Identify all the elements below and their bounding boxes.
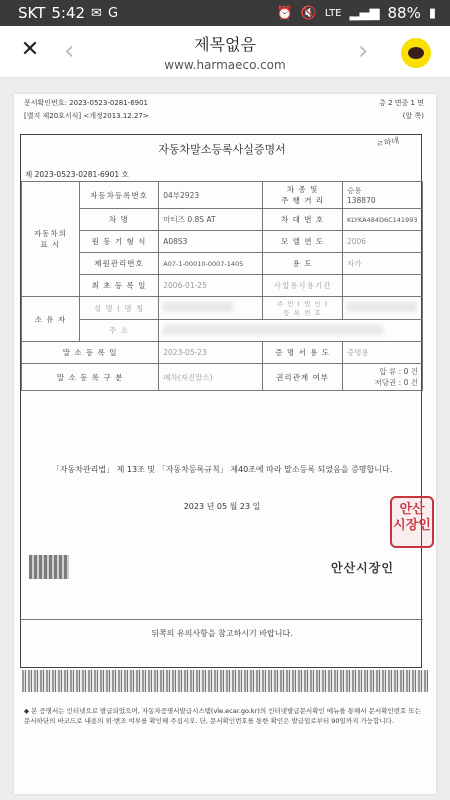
cert-usage-value: 증명용 <box>342 342 422 364</box>
certificate-page <box>14 94 436 794</box>
first-reg-value: 2006-01-25 <box>159 275 263 297</box>
browser-header <box>0 26 450 78</box>
page-title: 제목없음 <box>194 35 256 54</box>
handwritten-mark: ㄹ하네 <box>375 136 400 149</box>
g-icon: G <box>107 5 119 21</box>
vin-label: 차 대 번 호 <box>263 209 343 231</box>
number-value: 2023-0523-0281-6901 <box>34 170 120 179</box>
owner-addr-label: 주 소 <box>79 320 159 342</box>
official-seal: 안산 시장인 <box>390 496 434 548</box>
number-prefix: 제 <box>25 170 33 179</box>
certificate-table <box>21 181 423 391</box>
back-button[interactable]: ‹ <box>64 36 75 66</box>
name-label: 차 명 <box>79 209 159 231</box>
page-side: (앞 쪽) <box>402 112 424 120</box>
mgmt-no-value: A07-1-00010-0007-1405 <box>159 253 263 275</box>
certificate-number <box>25 169 129 180</box>
cancel-date-label: 말 소 등 록 일 <box>22 342 159 364</box>
type-value: 승용 <box>346 186 362 195</box>
forward-button[interactable]: › <box>358 36 369 66</box>
type-label: 차 종 및 주 행 거 리 <box>263 182 343 209</box>
redacted-owner-id <box>347 302 417 312</box>
confirm-number-label: 문서확인번호: <box>24 99 67 107</box>
clock: 5:42 <box>51 4 86 22</box>
carrier-label: SKT <box>18 4 46 22</box>
model-year-label: 모 델 연 도 <box>263 231 343 253</box>
model-year-value: 2006 <box>342 231 422 253</box>
document-viewer[interactable] <box>0 78 450 800</box>
rights-value <box>342 364 422 391</box>
seizure-value: 0 건 <box>403 367 418 376</box>
number-suffix: 호 <box>121 170 129 179</box>
status-bar <box>0 0 450 26</box>
cancel-type-label: 말 소 등 록 구 분 <box>22 364 159 391</box>
issue-date: 2023 년 05 월 23 일 <box>183 502 261 511</box>
page-current: 1 <box>410 99 415 107</box>
name-value: 마티즈 0.8S AT <box>159 209 263 231</box>
reg-no-label: 자동차등록번호 <box>79 182 159 209</box>
owner-section-label: 소 유 자 <box>22 297 80 342</box>
owner-addr-value <box>159 320 423 342</box>
redacted-owner-address <box>163 325 383 335</box>
battery-level: 88% <box>387 4 421 22</box>
page-url: www.harmaeco.com <box>164 58 286 72</box>
form-type: [별지 제20호서식] <box>24 112 82 120</box>
usage-label: 용 도 <box>263 253 343 275</box>
form-revision: <개정2013.12.27> <box>83 112 149 120</box>
wifi-icon: LTE <box>324 7 342 19</box>
owner-id-label: 주 민 ( 법 인 ) 등 록 번 호 <box>263 297 343 320</box>
cancel-date-value: 2023-05-23 <box>159 342 263 364</box>
owner-name-value <box>159 297 263 320</box>
alarm-icon: ⏰ <box>276 5 293 21</box>
reg-no-value: 04부2923 <box>159 182 263 209</box>
verification-footnote: ◆ 본 증명서는 인터넷으로 발급되었으며, 자동차증명서발급시스템(vle.ecar.go.kr)의 인터넷발급문서확인 메뉴를 통해서 문서확인번호 또는 문서하단의 바코드로 내용의 위·변조 여부를 확인해 주십시오. 단, 문서확인번호를 통한 확인은 발급일로부터 90일까지 가능합니다. <box>24 707 421 725</box>
confirm-number: 2023-0523-0281-6901 <box>69 99 149 107</box>
cancel-type-value: 폐차(자진말소) <box>159 364 263 391</box>
certification-statement: 「자동차관리법」 제 13조 및 「자동차등록규칙」 제40조에 따라 말소등록 되었음을 증명합니다. <box>51 465 393 474</box>
owner-name-label: 성 명 ( 명 칭 <box>79 297 159 320</box>
kakaotalk-share-button[interactable] <box>401 38 431 68</box>
redacted-owner-name <box>163 302 233 312</box>
page-unit: 면 <box>417 99 424 107</box>
page-total-label: 총 <box>379 99 386 107</box>
owner-id-value <box>342 297 422 320</box>
period-label: 사업용사용기간 <box>263 275 343 297</box>
issuer-name: 안산시장인 <box>331 561 394 575</box>
mail-icon: ✉ <box>91 5 102 21</box>
page-title-area <box>120 32 330 72</box>
signal-icon: ▂▄▆ <box>349 5 380 21</box>
engine-value: A08S3 <box>159 231 263 253</box>
mute-icon: 🔇 <box>300 5 317 21</box>
seizure-label: 압 류 : <box>379 367 402 376</box>
page-current-label: 면중 <box>394 99 409 107</box>
mileage-value: 138870 <box>346 196 376 205</box>
engine-label: 원 동 기 형 식 <box>79 231 159 253</box>
rights-label: 권리관계 여부 <box>263 364 343 391</box>
section-vehicle-label: 자동차의 표 시 <box>22 182 80 297</box>
first-reg-label: 최 초 등 록 일 <box>79 275 159 297</box>
qr-code-icon <box>29 555 69 579</box>
certificate-form <box>20 134 422 668</box>
battery-icon: ▮ <box>428 5 436 21</box>
close-button[interactable]: ✕ <box>20 37 40 62</box>
type-mileage-cell <box>342 182 422 209</box>
mgmt-no-label: 제원관리번호 <box>79 253 159 275</box>
chat-bubble-icon <box>408 47 424 59</box>
mortgage-label: 저당권 : <box>374 378 402 387</box>
period-value <box>342 275 422 297</box>
mortgage-value: 0 건 <box>403 378 418 387</box>
barcode-icon <box>22 670 428 692</box>
vin-value: KLYKA484D6C141993 <box>342 209 422 231</box>
usage-value: 자가 <box>342 253 422 275</box>
cert-usage-label: 증 명 서 용 도 <box>263 342 343 364</box>
page-total: 2 <box>388 99 393 107</box>
notice-text: 뒤쪽의 유의사항을 참고하시기 바랍니다. <box>21 619 423 639</box>
certificate-title: 자동차말소등록사실증명서 <box>158 143 286 156</box>
